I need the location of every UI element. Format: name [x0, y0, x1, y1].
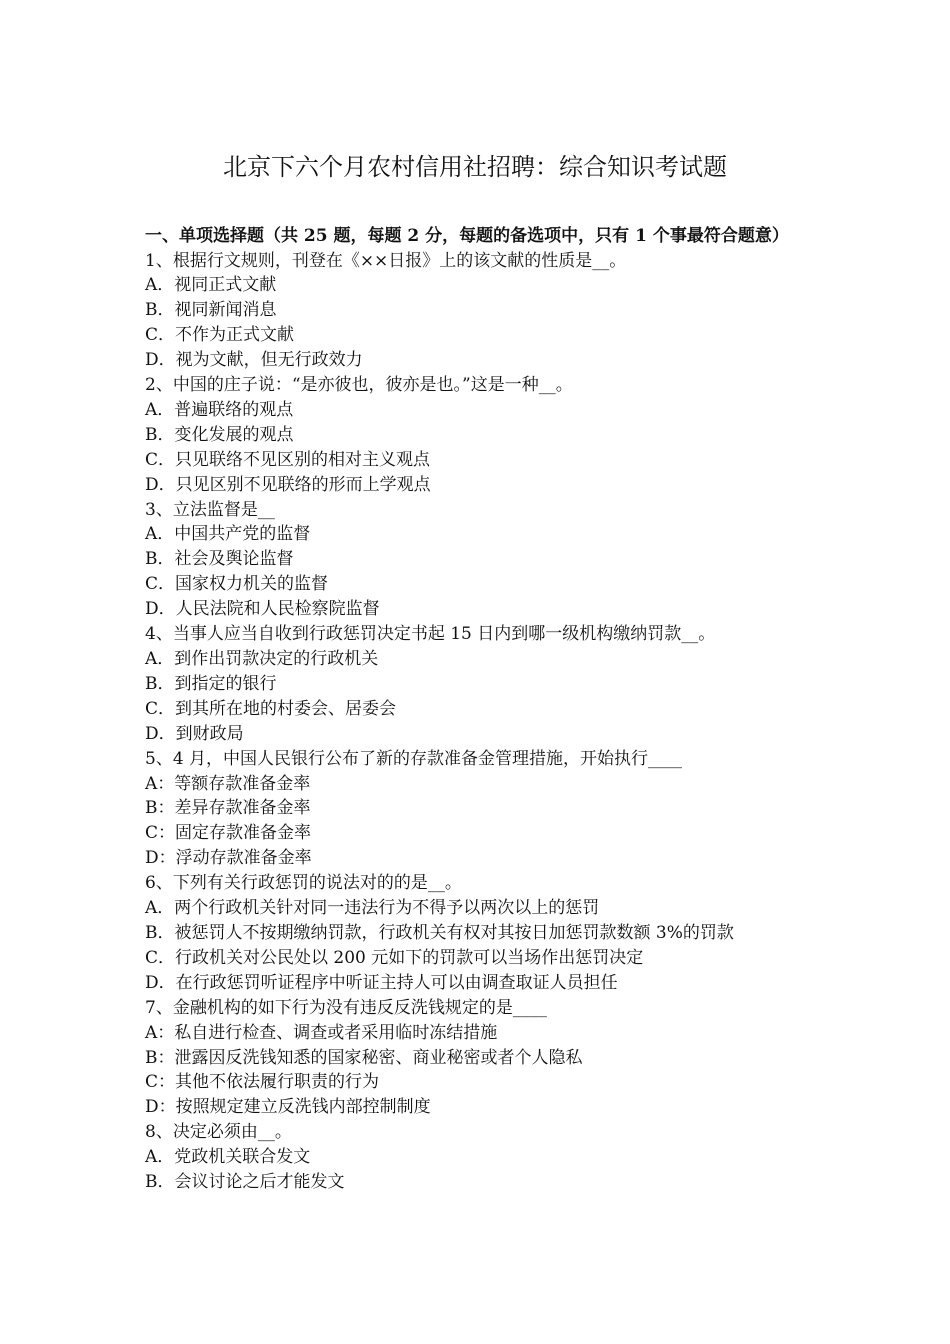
question-2: 2、中国的庄子说：“是亦彼也，彼亦是也。”这是一种__。 — [145, 375, 573, 396]
question-6-option-a: A．两个行政机关针对同一违法行为不得予以两次以上的惩罚 — [145, 898, 600, 919]
question-5-option-a: A：等额存款准备金率 — [145, 773, 311, 794]
question-7-option-a: A：私自进行检查、调查或者采用临时冻结措施 — [145, 1022, 498, 1043]
question-1: 1、根据行文规则，刊登在《××日报》上的该文献的性质是__。 — [145, 250, 627, 271]
question-3-option-a: A．中国共产党的监督 — [145, 524, 311, 545]
question-5-option-d: D：浮动存款准备金率 — [145, 848, 312, 869]
question-2-option-c: C．只见联络不见区别的相对主义观点 — [145, 449, 431, 470]
question-5: 5、4 月，中国人民银行公布了新的存款准备金管理措施，开始执行____ — [145, 748, 683, 769]
question-3: 3、立法监督是__ — [145, 499, 275, 520]
question-6-option-c: C．行政机关对公民处以 200 元如下的罚款可以当场作出惩罚决定 — [145, 947, 644, 968]
question-3-option-d: D．人民法院和人民检察院监督 — [145, 599, 380, 620]
question-8-option-a: A．党政机关联合发文 — [145, 1147, 311, 1168]
question-1-option-c: C．不作为正式文献 — [145, 325, 295, 346]
question-2-option-b: B．变化发展的观点 — [145, 424, 294, 445]
question-4: 4、当事人应当自收到行政惩罚决定书起 15 日内到哪一级机构缴纳罚款__。 — [145, 624, 716, 645]
question-2-option-a: A．普遍联络的观点 — [145, 399, 294, 420]
question-5-option-b: B：差异存款准备金率 — [145, 798, 311, 819]
question-6-option-b: B．被惩罚人不按期缴纳罚款，行政机关有权对其按日加惩罚款数额 3%的罚款 — [145, 922, 734, 943]
question-3-option-b: B．社会及舆论监督 — [145, 549, 294, 570]
question-4-option-a: A．到作出罚款决定的行政机关 — [145, 649, 379, 669]
question-8-option-b: B．会议讨论之后才能发文 — [145, 1172, 345, 1193]
question-6-option-d: D．在行政惩罚听证程序中听证主持人可以由调查取证人员担任 — [145, 972, 618, 993]
question-4-option-c: C．到其所在地的村委会、居委会 — [145, 698, 397, 719]
question-7-option-b: B：泄露因反洗钱知悉的国家秘密、商业秘密或者个人隐私 — [145, 1047, 583, 1068]
question-7-option-d: D：按照规定建立反洗钱内部控制制度 — [145, 1097, 431, 1118]
question-7-option-c: C：其他不依法履行职责的行为 — [145, 1072, 380, 1093]
question-3-option-c: C．国家权力机关的监督 — [145, 574, 329, 595]
question-6: 6、下列有关行政惩罚的说法对的的是__。 — [145, 873, 462, 894]
question-1-option-b: B．视同新闻消息 — [145, 300, 277, 321]
question-4-option-d: D．到财政局 — [145, 723, 244, 744]
section-heading: 一、单项选择题（共 25 题，每题 2 分，每题的备选项中，只有 1 个事最符合题意） — [145, 226, 789, 246]
question-2-option-d: D．只见区别不见联络的形而上学观点 — [145, 474, 431, 495]
question-1-option-d: D．视为文献，但无行政效力 — [145, 350, 363, 371]
question-5-option-c: C：固定存款准备金率 — [145, 823, 312, 844]
document-title: 北京下六个月农村信用社招聘：综合知识考试题 — [223, 153, 727, 181]
question-8: 8、决定必须由__。 — [145, 1122, 292, 1143]
document-body — [145, 224, 815, 1195]
question-4-option-b: B．到指定的银行 — [145, 673, 277, 694]
question-7: 7、金融机构的如下行为没有违反反洗钱规定的是____ — [145, 997, 547, 1018]
question-1-option-a: A．视同正式文献 — [145, 275, 277, 296]
